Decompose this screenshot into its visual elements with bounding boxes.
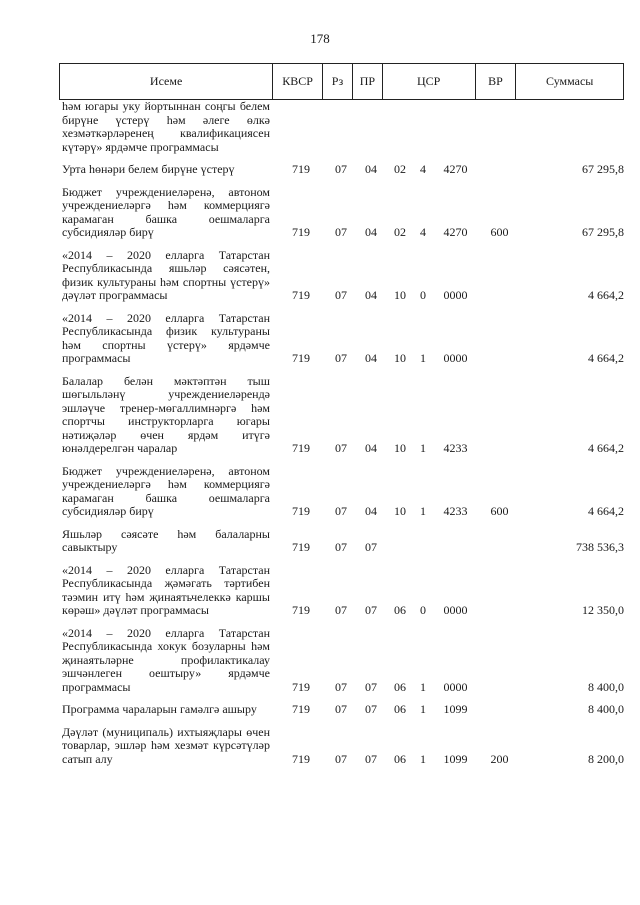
row-csr3: 1099 xyxy=(443,702,468,716)
row-kvsr: 719 xyxy=(292,702,310,716)
table-body xyxy=(62,100,624,766)
row-name: «2014 – 2020 елларга Татарстан Республикасында физик культураны һәм спортны үстерү» ярдәмче программасы xyxy=(62,310,270,365)
row-name: «2014 – 2020 елларга Татарстан Республикасында хокук бозуларны һәм җинаятьләрне профилактикалау эшчәнлеген оештыру» ярдәмче программасы xyxy=(62,625,270,694)
row-sum: 8 200,0 xyxy=(588,751,624,766)
page-number: 178 xyxy=(310,31,330,46)
row-csr2: 4 xyxy=(420,225,426,239)
row-csr3: 0000 xyxy=(443,351,468,365)
table-row xyxy=(62,312,624,366)
row-csr1: 06 xyxy=(394,679,406,694)
row-kvsr: 719 xyxy=(292,540,310,554)
row-pr: 07 xyxy=(365,603,377,617)
row-kvsr: 719 xyxy=(292,441,310,455)
row-rz: 07 xyxy=(335,504,347,518)
row-sum: 12 350,0 xyxy=(582,603,624,617)
row-rz: 07 xyxy=(335,162,347,176)
row-pr: 07 xyxy=(365,679,377,694)
row-kvsr: 719 xyxy=(292,603,310,617)
row-csr2: 1 xyxy=(420,351,426,365)
row-vr: 600 xyxy=(490,225,509,239)
row-csr2: 1 xyxy=(420,702,426,716)
row-sum: 67 295,8 xyxy=(582,162,624,176)
row-sum: 4 664,2 xyxy=(588,351,624,365)
row-name: Бюджет учреждениеләренә, автоном учреждениеләргә һәм коммерциягә карамаган башка оешмаларга субсидияләр бирү xyxy=(62,184,270,239)
row-pr: 04 xyxy=(365,441,377,455)
row-name: «2014 – 2020 елларга Татарстан Республикасында яшьләр сәясәтен, физик культураны һәм спортны үстерү» дәүләт программасы xyxy=(62,247,270,302)
row-rz: 07 xyxy=(335,288,347,302)
row-csr3: 4270 xyxy=(443,162,468,176)
row-name: Яшьләр сәясәте һәм балаларны савыктыру xyxy=(62,526,270,554)
header-name: Исеме xyxy=(60,64,273,99)
row-vr: 200 xyxy=(490,751,509,766)
table-row xyxy=(62,186,624,240)
row-sum: 8 400,0 xyxy=(588,702,624,716)
row-csr3: 0000 xyxy=(443,679,468,694)
row-pr: 07 xyxy=(365,702,377,716)
table-row xyxy=(62,163,624,177)
table-row xyxy=(62,249,624,303)
row-name: Балалар белән мәктәптән тыш шөгыльләнү учреждениеләрендә эшләүче тренер-мөгаллимнәргә һәм спортчы инструкторларга югары нәтиҗәләр өчен ярдәм итүгә юнәлдерелгән чаралар xyxy=(62,373,270,455)
row-csr2: 1 xyxy=(420,679,426,694)
row-kvsr: 719 xyxy=(292,351,310,365)
row-name: Дәүләт (муниципаль) ихтыяҗлары өчен товарлар, эшләр һәм хезмәт күрсәтүләр сатып алу xyxy=(62,724,270,766)
header-kvsr: КВСР xyxy=(273,64,323,99)
row-csr2: 0 xyxy=(420,603,426,617)
row-csr1: 10 xyxy=(394,288,406,302)
row-csr1: 06 xyxy=(394,702,406,716)
row-sum: 4 664,2 xyxy=(588,441,624,455)
row-kvsr: 719 xyxy=(292,504,310,518)
table-row xyxy=(62,375,624,456)
row-rz: 07 xyxy=(335,351,347,365)
table-row xyxy=(62,564,624,618)
header-csr: ЦСР xyxy=(383,64,476,99)
table-row xyxy=(62,627,624,695)
row-rz: 07 xyxy=(335,441,347,455)
table-row xyxy=(62,465,624,519)
table-row xyxy=(62,703,624,717)
row-sum: 8 400,0 xyxy=(588,679,624,694)
row-name: һәм югары уку йортыннан соңгы белем бирүне үстерү һәм әлеге өлкә хезмәткәрләренең квалификациясен күтәрү» ярдәмче программасы xyxy=(62,99,270,154)
row-kvsr: 719 xyxy=(292,679,310,694)
header-rz: Рз xyxy=(323,64,353,99)
row-csr1: 02 xyxy=(394,225,406,239)
row-csr1: 10 xyxy=(394,351,406,365)
row-pr: 07 xyxy=(365,751,377,766)
row-csr1: 06 xyxy=(394,603,406,617)
row-kvsr: 719 xyxy=(292,751,310,766)
row-csr3: 1099 xyxy=(443,751,468,766)
header-vr: ВР xyxy=(476,64,517,99)
row-rz: 07 xyxy=(335,679,347,694)
row-rz: 07 xyxy=(335,540,347,554)
row-pr: 04 xyxy=(365,162,377,176)
row-name: Урта һөнәри белем бирүне үстерү xyxy=(62,162,235,176)
row-name: Программа чараларын гамәлгә ашыру xyxy=(62,702,257,716)
row-csr2: 4 xyxy=(420,162,426,176)
row-rz: 07 xyxy=(335,603,347,617)
row-csr3: 0000 xyxy=(443,288,468,302)
row-pr: 07 xyxy=(365,540,377,554)
row-csr1: 06 xyxy=(394,751,406,766)
table-row xyxy=(62,726,624,767)
table-header xyxy=(59,63,624,100)
row-pr: 04 xyxy=(365,351,377,365)
row-sum: 67 295,8 xyxy=(582,225,624,239)
row-rz: 07 xyxy=(335,751,347,766)
row-pr: 04 xyxy=(365,288,377,302)
row-pr: 04 xyxy=(365,225,377,239)
row-csr2: 1 xyxy=(420,504,426,518)
header-sum: Суммасы xyxy=(545,74,594,88)
row-name: «2014 – 2020 елларга Татарстан Республикасында җәмәгать тәртибен тәэмин итү һәм җинаятьчелеккә каршы көрәш» дәүләт программасы xyxy=(62,562,270,617)
row-name: Бюджет учреждениеләренә, автоном учреждениеләргә һәм коммерциягә карамаган башка оешмаларга субсидияләр бирү xyxy=(62,463,270,518)
row-sum: 738 536,3 xyxy=(576,540,624,554)
table-row xyxy=(62,528,624,555)
row-rz: 07 xyxy=(335,702,347,716)
row-csr2: 1 xyxy=(420,751,426,766)
row-csr3: 4270 xyxy=(443,225,468,239)
row-pr: 04 xyxy=(365,504,377,518)
row-kvsr: 719 xyxy=(292,288,310,302)
row-csr1: 10 xyxy=(394,441,406,455)
row-csr3: 0000 xyxy=(443,603,468,617)
row-vr: 600 xyxy=(490,504,509,518)
table-row xyxy=(62,100,624,154)
row-sum: 4 664,2 xyxy=(588,288,624,302)
row-csr3: 4233 xyxy=(443,504,468,518)
row-csr1: 02 xyxy=(394,162,406,176)
header-pr: ПР xyxy=(353,64,383,99)
row-rz: 07 xyxy=(335,225,347,239)
row-sum: 4 664,2 xyxy=(588,504,624,518)
row-csr2: 0 xyxy=(420,288,426,302)
row-csr2: 1 xyxy=(420,441,426,455)
row-kvsr: 719 xyxy=(292,162,310,176)
row-csr3: 4233 xyxy=(443,441,468,455)
row-kvsr: 719 xyxy=(292,225,310,239)
row-csr1: 10 xyxy=(394,504,406,518)
